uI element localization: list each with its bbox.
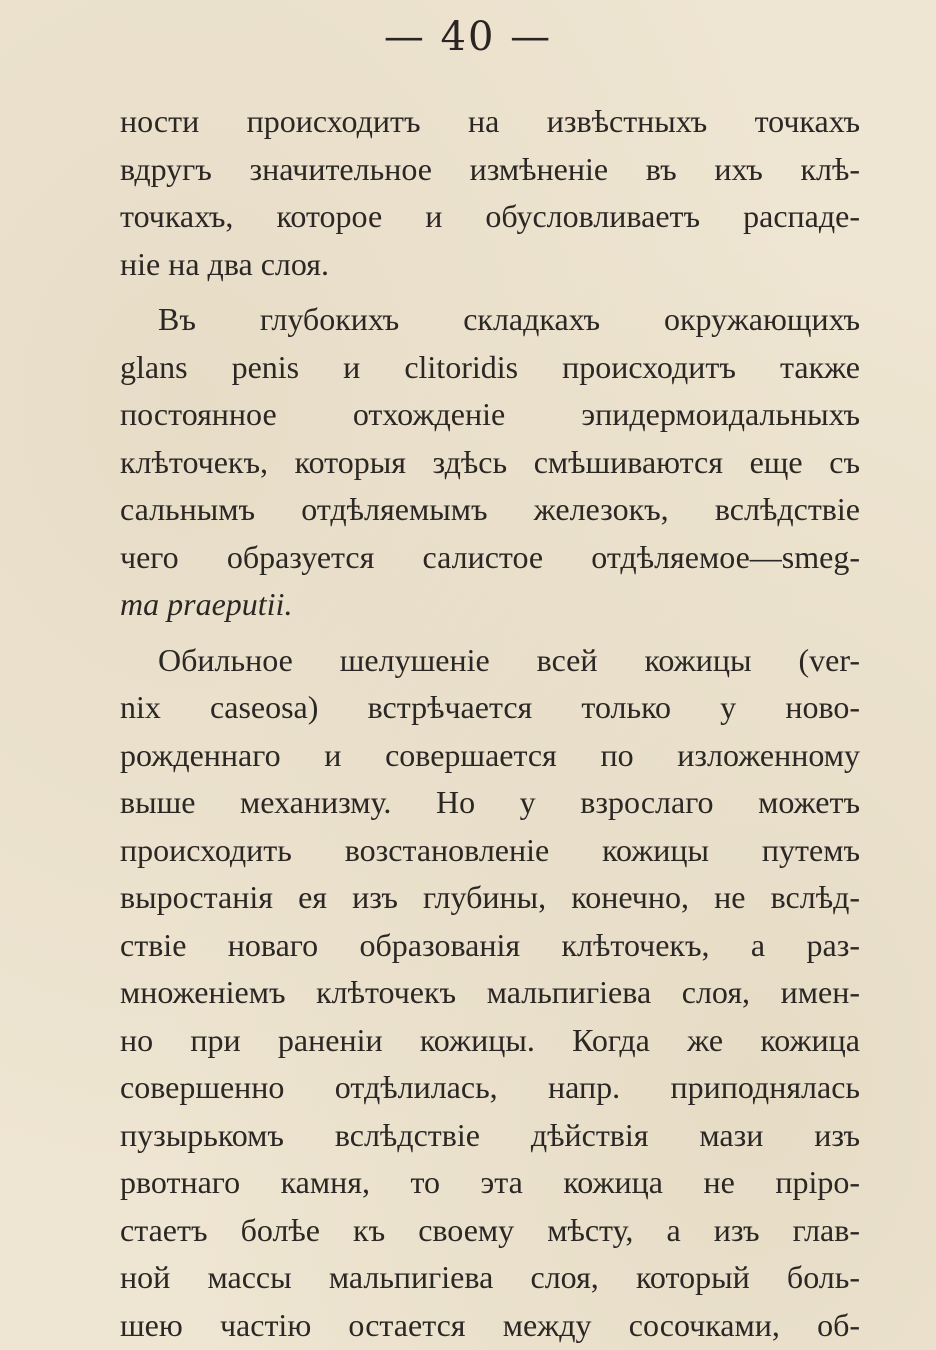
text-line: рожденнаго и совершается по изложенному [120,736,860,773]
text-line: точкахъ, которое и обусловливаетъ распаде- [120,198,860,234]
text-line: происходить возстановленіе кожицы путемъ [120,831,860,868]
text-line: nix caseosa) встрѣчается только у ново- [120,689,860,725]
text-line: постоянное отхожденіе эпидермоидальныхъ [120,396,860,432]
text-line: вдругъ значительное измѣненіе въ ихъ клѣ- [120,150,860,187]
text-line: клѣточекъ, которыя здѣсь смѣшиваются еще съ [120,443,860,480]
text-line: но при раненіи кожицы. Когда же кожица [120,1021,860,1058]
paragraph [120,98,860,288]
text-line: выше механизму. Но у взрослаго можетъ [120,784,860,820]
text-line: выростанія ея изъ глубины, конечно, не вслѣд- [120,879,860,915]
paragraph [120,296,860,629]
text-line: glans penis и clitoridis происходитъ также [120,348,860,385]
text-line: множеніемъ клѣточекъ мальпигіева слоя, имен- [120,974,860,1010]
paragraph [120,637,860,1350]
text-line: ности происходитъ на извѣстныхъ точкахъ [120,103,860,139]
text-line: стаетъ болѣе къ своему мѣсту, а изъ глав- [120,1211,860,1248]
text-line: чего образуется салистое отдѣляемое—smeg- [120,538,860,575]
text-line: ной массы мальпигіева слоя, который боль- [120,1259,860,1295]
text-line: ніе на два слоя. [120,245,329,282]
text-line: ma praeputii. [120,586,293,622]
text-line: шею частію остается между сосочками, об- [120,1306,860,1343]
text-line: ствіе новаго образованія клѣточекъ, а раз- [120,926,860,963]
text-line: совершенно отдѣлилась, напр. приподнялась [120,1069,860,1105]
text-line: пузырькомъ вслѣдствіе дѣйствія мази изъ [120,1116,860,1153]
body-text [120,98,860,1349]
text-line: сальнымъ отдѣляемымъ железокъ, вслѣдствіе [120,491,860,527]
text-line: Въ глубокихъ складкахъ окружающихъ [158,301,860,337]
text-line: рвотнаго камня, то эта кожица не прiро- [120,1164,860,1200]
page-number: — 40 — [383,14,553,60]
text-line: Обильное шелушеніе всей кожицы (ver- [158,641,860,678]
